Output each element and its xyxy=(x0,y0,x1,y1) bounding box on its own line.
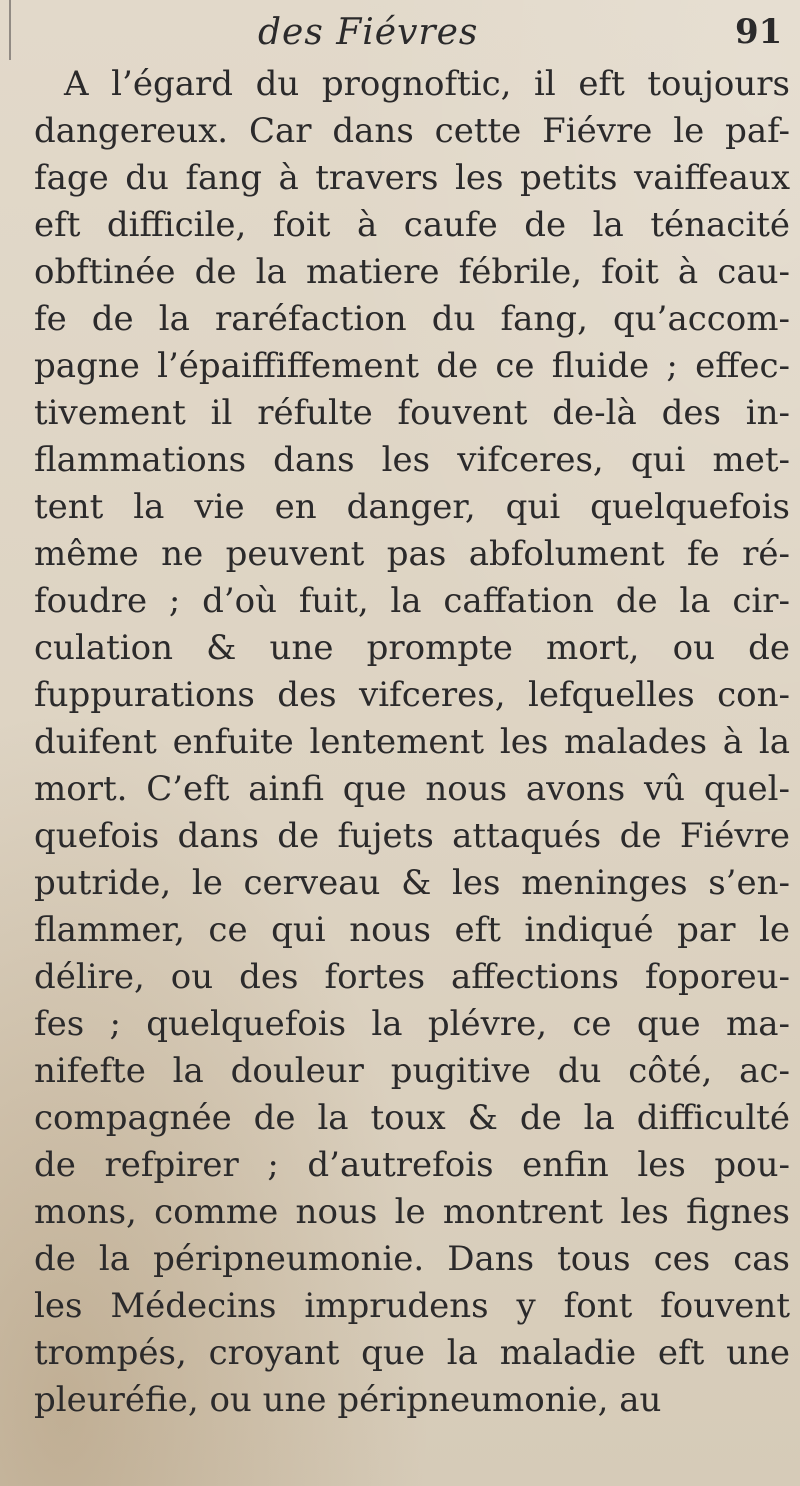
text-line: même ne peuvent pas abfolument fe ré- xyxy=(34,534,790,574)
page-number: 91 xyxy=(735,12,783,52)
text-line: flammer, ce qui nous eft indiqué par le xyxy=(34,910,790,950)
text-line: fes ; quelquefois la plévre, ce que ma- xyxy=(34,1004,790,1044)
text-line: de refpirer ; d’autrefois enfin les pou- xyxy=(34,1145,790,1185)
text-line: eft difficile, foit à caufe de la ténacité xyxy=(34,205,790,245)
text-line: A l’égard du prognoftic, il eft toujours xyxy=(64,64,790,104)
text-line: tivement il réfulte fouvent de-là des in- xyxy=(34,393,790,433)
text-line: nifefte la douleur pugitive du côté, ac- xyxy=(34,1051,790,1091)
text-line: pleuréfie, ou une péripneumonie, au xyxy=(34,1380,662,1420)
text-line: fe de la raréfaction du fang, qu’accom- xyxy=(34,299,790,339)
text-line: flammations dans les vifceres, qui met- xyxy=(34,440,790,480)
text-line: de la péripneumonie. Dans tous ces cas xyxy=(34,1239,790,1279)
text-line: culation & une prompte mort, ou de xyxy=(34,628,790,668)
text-line: dangereux. Car dans cette Fiévre le paf- xyxy=(34,111,790,151)
text-line: mort. C’eft ainfi que nous avons vû quel- xyxy=(34,769,790,809)
text-line: quefois dans de fujets attaqués de Fiévre xyxy=(34,816,790,856)
text-line: duifent enfuite lentement les malades à la xyxy=(34,722,790,762)
text-line: les Médecins imprudens y font fouvent xyxy=(34,1286,790,1326)
text-line: tent la vie en danger, qui quelquefois xyxy=(34,487,790,527)
text-line: fuppurations des vifceres, lefquelles con- xyxy=(34,675,790,715)
text-line: obftinée de la matiere fébrile, foit à cau- xyxy=(34,252,790,292)
text-line: foudre ; d’où fuit, la caffation de la cir- xyxy=(34,581,790,621)
text-line: pagne l’épaiffiffement de ce fluide ; effec- xyxy=(34,346,790,386)
text-line: mons, comme nous le montrent les fignes xyxy=(34,1192,790,1232)
text-line: délire, ou des fortes affections foporeu- xyxy=(34,957,790,997)
text-line: trompés, croyant que la maladie eft une xyxy=(34,1333,790,1373)
running-title: des Fiévres xyxy=(258,12,479,53)
text-line: fage du fang à travers les petits vaiffeaux xyxy=(34,158,790,198)
text-line: compagnée de la toux & de la difficulté xyxy=(34,1098,790,1138)
text-line: putride, le cerveau & les meninges s’en- xyxy=(34,863,790,903)
